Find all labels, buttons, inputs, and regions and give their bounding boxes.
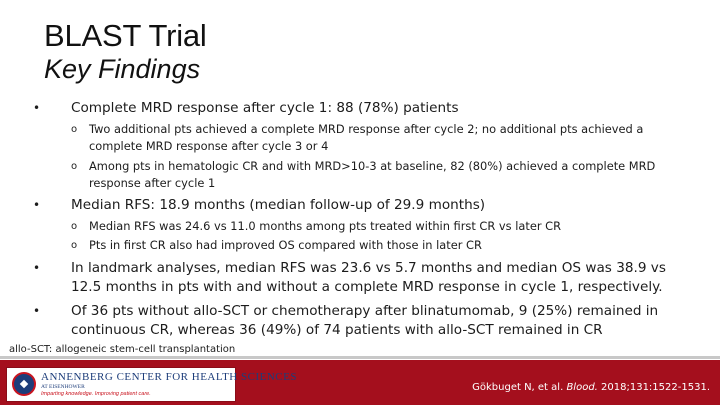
bullet-marker: • [33, 198, 41, 212]
bullet-text: Median RFS: 18.9 months (median follow-up of 29.9 months) [71, 197, 486, 213]
bullet-text: Of 36 pts without allo-SCT or chemotherapy after blinatumomab, 9 (25%) remained in continuous CR, whereas 36 (49%) of 74 patients with allo-SCT remained in CR [71, 303, 659, 338]
footer-bar [0, 360, 720, 405]
bullet-text: Complete MRD response after cycle 1: 88 (78%) patients [71, 100, 459, 116]
sub-bullet-item [71, 218, 659, 235]
citation [472, 382, 710, 393]
bullet-marker: • [33, 101, 41, 115]
footer-divider [0, 356, 720, 359]
bullet-marker: • [33, 304, 41, 318]
sub-bullet-marker: o [71, 221, 78, 232]
footnote: allo-SCT: allogeneic stem-cell transplantation [9, 344, 236, 355]
sub-bullet-item [71, 158, 659, 192]
slide-subtitle: Key Findings [44, 54, 201, 84]
sub-bullet-item [71, 121, 659, 155]
bullet-item [33, 99, 671, 118]
citation-authors: Gökbuget N, et al. [472, 382, 564, 393]
bullet-marker: • [33, 261, 41, 275]
sub-bullet-item [71, 237, 659, 254]
sub-bullet-text: Median RFS was 24.6 vs 11.0 months among pts treated within first CR vs later CR [89, 219, 562, 233]
bullet-text: In landmark analyses, median RFS was 23.6 vs 5.7 months and median OS was 38.9 vs 12.5 months in pts with and without a complete MRD response in cycle 1, respectively. [71, 260, 666, 295]
sub-bullet-marker: o [71, 240, 78, 251]
logo-subtitle: AT EISENHOWER [41, 384, 85, 390]
sub-bullet-marker: o [71, 161, 78, 172]
emblem-icon [12, 372, 36, 396]
citation-reference: 2018;131:1522-1531. [601, 382, 710, 393]
logo-title: ANNENBERG CENTER FOR HEALTH SCIENCES [41, 371, 297, 383]
sub-bullet-text: Two additional pts achieved a complete MRD response after cycle 2; no additional pts achieved a complete MRD response after cycle 3 or 4 [89, 122, 644, 153]
slide-title: BLAST Trial [44, 18, 207, 53]
bullet-item [33, 196, 671, 215]
logo-tagline: Imparting knowledge. Improving patient care. [41, 391, 151, 397]
sub-bullet-text: Among pts in hematologic CR and with MRD>10-3 at baseline, 82 (80%) achieved a complete MRD response after cycle 1 [89, 159, 656, 190]
bullet-item [33, 302, 671, 340]
citation-journal: Blood. [566, 382, 598, 393]
bullet-item [33, 259, 671, 297]
sub-bullet-marker: o [71, 124, 78, 135]
annenberg-logo [6, 367, 297, 402]
sub-bullet-text: Pts in first CR also had improved OS compared with those in later CR [89, 238, 482, 252]
